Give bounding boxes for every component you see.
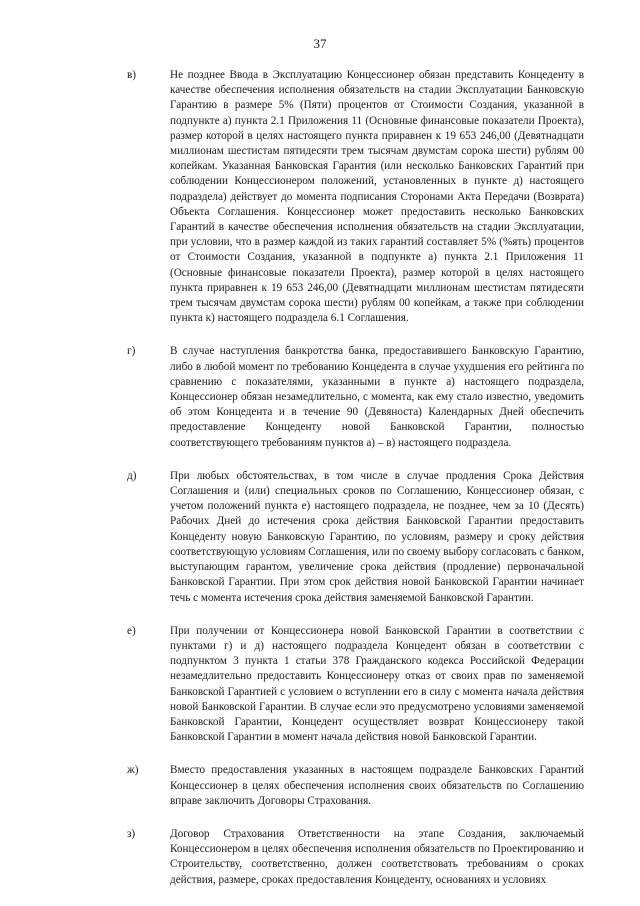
page-number: 37 [313, 36, 327, 51]
clause-letter: ж) [127, 764, 139, 777]
clause-text: При получении от Концессионера новой Банковской Гарантии в соответствии с пунктами г) и д) настоящего подраздела Концедент обязан в соответствии с подпунктом 3 пункта 1 статьи 378 Гражданского кодекса Российской Федерации незамедлительно предоставить Концессионеру отказ от своих прав по заменяемой Банковской Гарантией с условием о вступлении его в силу с момента начала действия новой Банковской Гарантии. В случае если это предусмотрено условиями заменяемой Банковской Гарантии, Концедент осуществляет возврат Концессионеру такой Банковской Гарантии в момент начала действия новой Банковской Гарантии. [170, 624, 584, 744]
clause-text: Договор Страхования Ответственности на этапе Создания, заключаемый Концессионером в целях обеспечения исполнения обязательств по Проектированию и Строительству, соответственно, должен соответствовать требованиям о сроках действия, размере, сроках предоставления Концеденту, основаниях и условиях [170, 827, 584, 886]
clause-v [0, 68, 640, 326]
clause-text: Вместо предоставления указанных в настоящем подразделе Банковских Гарантий Концессионер в целях обеспечения исполнения своих обязательств по Соглашению вправе заключить Договоры Страхования. [170, 764, 584, 807]
clause-text: Не позднее Ввода в Эксплуатацию Концессионер обязан представить Концеденту в качестве обеспечения исполнения обязательств на стадии Эксплуатации Банковскую Гарантию в размере 5% (Пяти) процентов от Стоимости Создания, указанной в подпункте а) пункта 2.1 Приложения 11 (Основные финансовые показатели Проекта), размер которой в целях настоящего пункта приравнен к 19 653 246,00 (Девятнадцати миллионам шестистам пятидесяти трем тысячам двумстам сорока шести) рублям 00 копейкам. Указанная Банковская Гарантия (или несколько Банковских Гарантий при соблюдении Концессионером положений, установленных в пункте д) настоящего подраздела) действует до момента подписания Сторонами Акта Передачи (Возврата) Объекта Соглашения. Концессионер может предоставить несколько Банковских Гарантий в качестве обеспечения исполнения обязательств на стадии Эксплуатации, при условии, что в размер каждой из таких гарантий составляет 5% (%ять) процентов от Стоимости Создания, указанной в подпункте а) пункта 2.1 Приложения 11 (Основные финансовые показатели Проекта), размер которой в целях настоящего пункта приравнен к 19 653 246,00 (Девятнадцати миллионам шестистам пятидесяти трем тысячам двумстам сорока шести) рублям 00 копейкам, а также при соблюдении пункта к) настоящего подраздела 6.1 Соглашения. [170, 69, 584, 325]
clause-text: При любых обстоятельствах, в том числе в случае продления Срока Действия Соглашения и (или) специальных сроков по Соглашению, Концессионер обязан, с учетом положений пункта е) настоящего подраздела, не позднее, чем за 10 (Десять) Рабочих Дней до истечения срока действия Банковской Гарантии предоставить Концеденту новую Банковскую Гарантию, по условиям, размеру и сроку действия соответствующую условиям Соглашения, или по своему выбору согласовать с банком, выступающим гарантом, увеличение срока действия (продление) первоначальной Банковской Гарантии. При этом срок действия новой Банковской Гарантии начинает течь с момента истечения срока действия заменяемой Банковской Гарантии. [170, 469, 584, 604]
clause-letter: г) [127, 345, 136, 358]
clause-letter: з) [127, 827, 136, 840]
clause-z [0, 827, 640, 888]
clause-letter: в) [127, 69, 137, 81]
clause-g [0, 344, 640, 450]
clause-letter: д) [127, 469, 137, 482]
document-body [0, 68, 640, 906]
clause-text: В случае наступления банкротства банка, предоставившего Банковскую Гарантию, либо в любой момент по требованию Концедента в случае ухудшения его рейтинга по сравнению с показателями, указанными в пункте а) настоящего подраздела, Концессионер обязан незамедлительно, с момента, как ему стало известно, уведомить об этом Концедента и в течение 90 (Девяноста) Календарных Дней обеспечить предоставление Концеденту новой Банковской Гарантии, полностью соответствующего требованиям пунктов а) – в) настоящего подраздела. [170, 345, 584, 449]
clause-letter: е) [127, 624, 136, 637]
clause-d [0, 469, 640, 606]
clause-zh [0, 763, 640, 809]
clause-e [0, 624, 640, 746]
